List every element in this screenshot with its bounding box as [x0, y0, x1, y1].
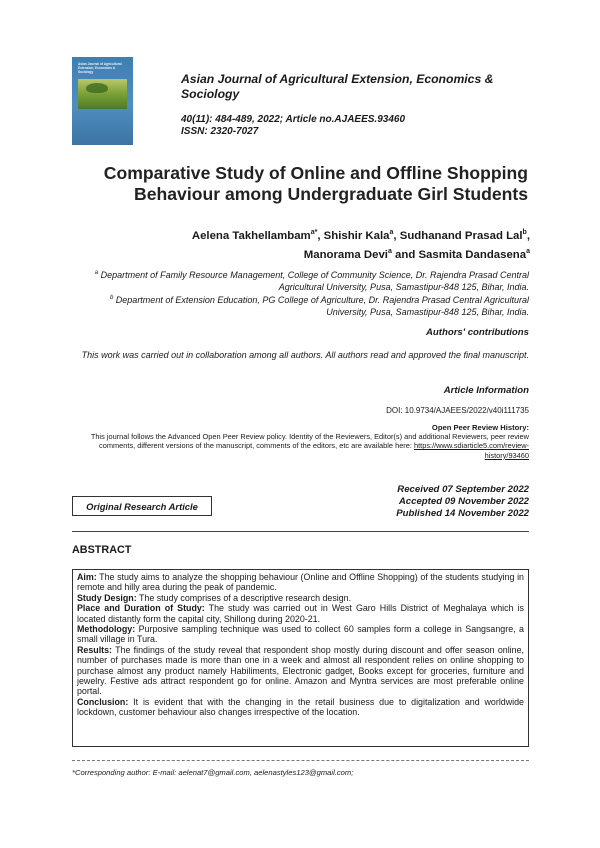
author-name: Sasmita Dandasena: [418, 248, 527, 261]
affiliation-mark: b: [109, 295, 114, 302]
abstract-text: The study was carried out in West Garo Hills District of Meghalaya which is located distantly form the capital city, Shillong during 2020-21.: [77, 603, 524, 624]
affiliation-mark: a: [94, 270, 99, 276]
affiliations: [72, 268, 529, 318]
cover-photo: [78, 79, 127, 109]
article-type-box: [72, 496, 212, 516]
author-mark: a: [387, 247, 392, 255]
abstract-label: Conclusion:: [77, 696, 129, 707]
peer-review-text: [80, 432, 529, 460]
affiliation-text: Department of Extension Education, PG College of Agriculture, Dr. Rajendra Prasad Central Agricultural University, Pusa, Samastipur-848 125, Bihar, India.: [113, 295, 529, 317]
affiliation-text: Department of Family Resource Management, College of Community Science, Dr. Rajendra Prasad Central Agricultural University, Pusa, Samastipur-848 125, Bihar, India.: [98, 270, 529, 292]
article-info-heading: Article Information: [443, 385, 529, 396]
abstract-box: [72, 569, 529, 747]
author-separator: and: [391, 248, 419, 261]
author-mark: a: [526, 247, 530, 255]
journal-name: Asian Journal of Agricultural Extension, Economics & Sociology: [181, 72, 494, 101]
abstract-item: [77, 645, 524, 697]
abstract-label: Results:: [77, 644, 113, 655]
peer-review-description: This journal follows the Advanced Open Peer Review policy. Identity of the Reviewers, Editor(s) and additional Reviewers, peer review comments, different versions of the manuscript, comments of the editors, etc are available here:: [90, 432, 529, 451]
journal-issn: ISSN: 2320-7027: [181, 126, 259, 137]
abstract-text: Purposive sampling technique was used to collect 60 samples form a college in Sangsangre, a small village in Tura.: [77, 624, 524, 645]
author-mark: a: [389, 229, 394, 236]
date-published: Published 14 November 2022: [396, 508, 529, 519]
author-separator: ,: [317, 229, 324, 242]
author-mark: a*: [310, 229, 318, 236]
paper-title: Comparative Study of Online and Offline Shopping Behaviour among Undergraduate Girl Students: [103, 163, 528, 204]
abstract-label: Methodology:: [77, 624, 136, 635]
abstract-item: [77, 697, 524, 718]
abstract-item: [77, 624, 524, 645]
author-name: Sudhanand Prasad Lal: [399, 229, 523, 242]
author-mark: b: [522, 229, 527, 236]
affiliation-item: [72, 293, 529, 318]
cover-title: Asian Journal of Agricultural Extension, Economics & Sociology: [78, 62, 122, 74]
publication-dates: [396, 484, 529, 520]
author-name: Manorama Devi: [303, 248, 388, 261]
abstract-label: Study Design:: [77, 592, 137, 603]
author-separator: ,: [526, 229, 530, 242]
abstract-item: [77, 572, 524, 593]
journal-issue: 40(11): 484-489, 2022; Article no.AJAEES.93460: [181, 114, 406, 125]
journal-cover-image: [72, 57, 133, 145]
author-name: Aelena Takhellambam: [191, 229, 311, 242]
peer-review-link[interactable]: https://www.sdiarticle5.com/review-history/93460: [414, 441, 529, 460]
abstract-label: Aim:: [77, 572, 97, 582]
abstract-text: The study aims to analyze the shopping behaviour (Online and Offline Shopping) of the students studying in remote and hilly area during the peak of pandemic.: [77, 572, 524, 593]
abstract-heading: ABSTRACT: [72, 544, 132, 556]
author-list: [140, 225, 530, 263]
divider: [72, 531, 529, 532]
abstract-item: [77, 593, 524, 603]
author-name: Shishir Kala: [323, 229, 390, 242]
affiliation-item: [72, 268, 529, 293]
footnote-divider: [72, 760, 529, 761]
date-accepted: Accepted 09 November 2022: [398, 496, 529, 507]
abstract-label: Place and Duration of Study:: [77, 603, 205, 614]
abstract-text: The study comprises of a descriptive research design.: [136, 592, 352, 603]
author-separator: ,: [393, 229, 400, 242]
article-type-label: Original Research Article: [86, 501, 198, 512]
corresponding-author-footnote: *Corresponding author: E-mail: aelenat7@gmail.com, aelenastyles123@gmail.com;: [72, 768, 354, 777]
contributions-text: This work was carried out in collaboration among all authors. All authors read and approved the final manuscript.: [81, 350, 529, 360]
date-received: Received 07 September 2022: [397, 484, 529, 495]
abstract-text: The findings of the study reveal that respondent shop mostly during discount and offer season online, number of purchases made is more than one in a week and almost all respondent relies on online shopping to purchase almost any product namely Habiliments, Electronic gadget, Books except for groceries, furniture and jewelry. Festive ads attract respondent go for online. Amazon and Myntra services are most preferable online portal.: [77, 644, 524, 697]
abstract-text: It is evident that with the changing in the retail business due to digitalization and worldwide lockdown, customer behaviour also changes irrespective of the location.: [77, 696, 524, 718]
abstract-item: [77, 603, 524, 624]
peer-review-heading: Open Peer Review History:: [431, 423, 529, 432]
doi: DOI: 10.9734/AJAEES/2022/v40i111735: [386, 406, 529, 415]
contributions-heading: Authors' contributions: [425, 327, 529, 338]
